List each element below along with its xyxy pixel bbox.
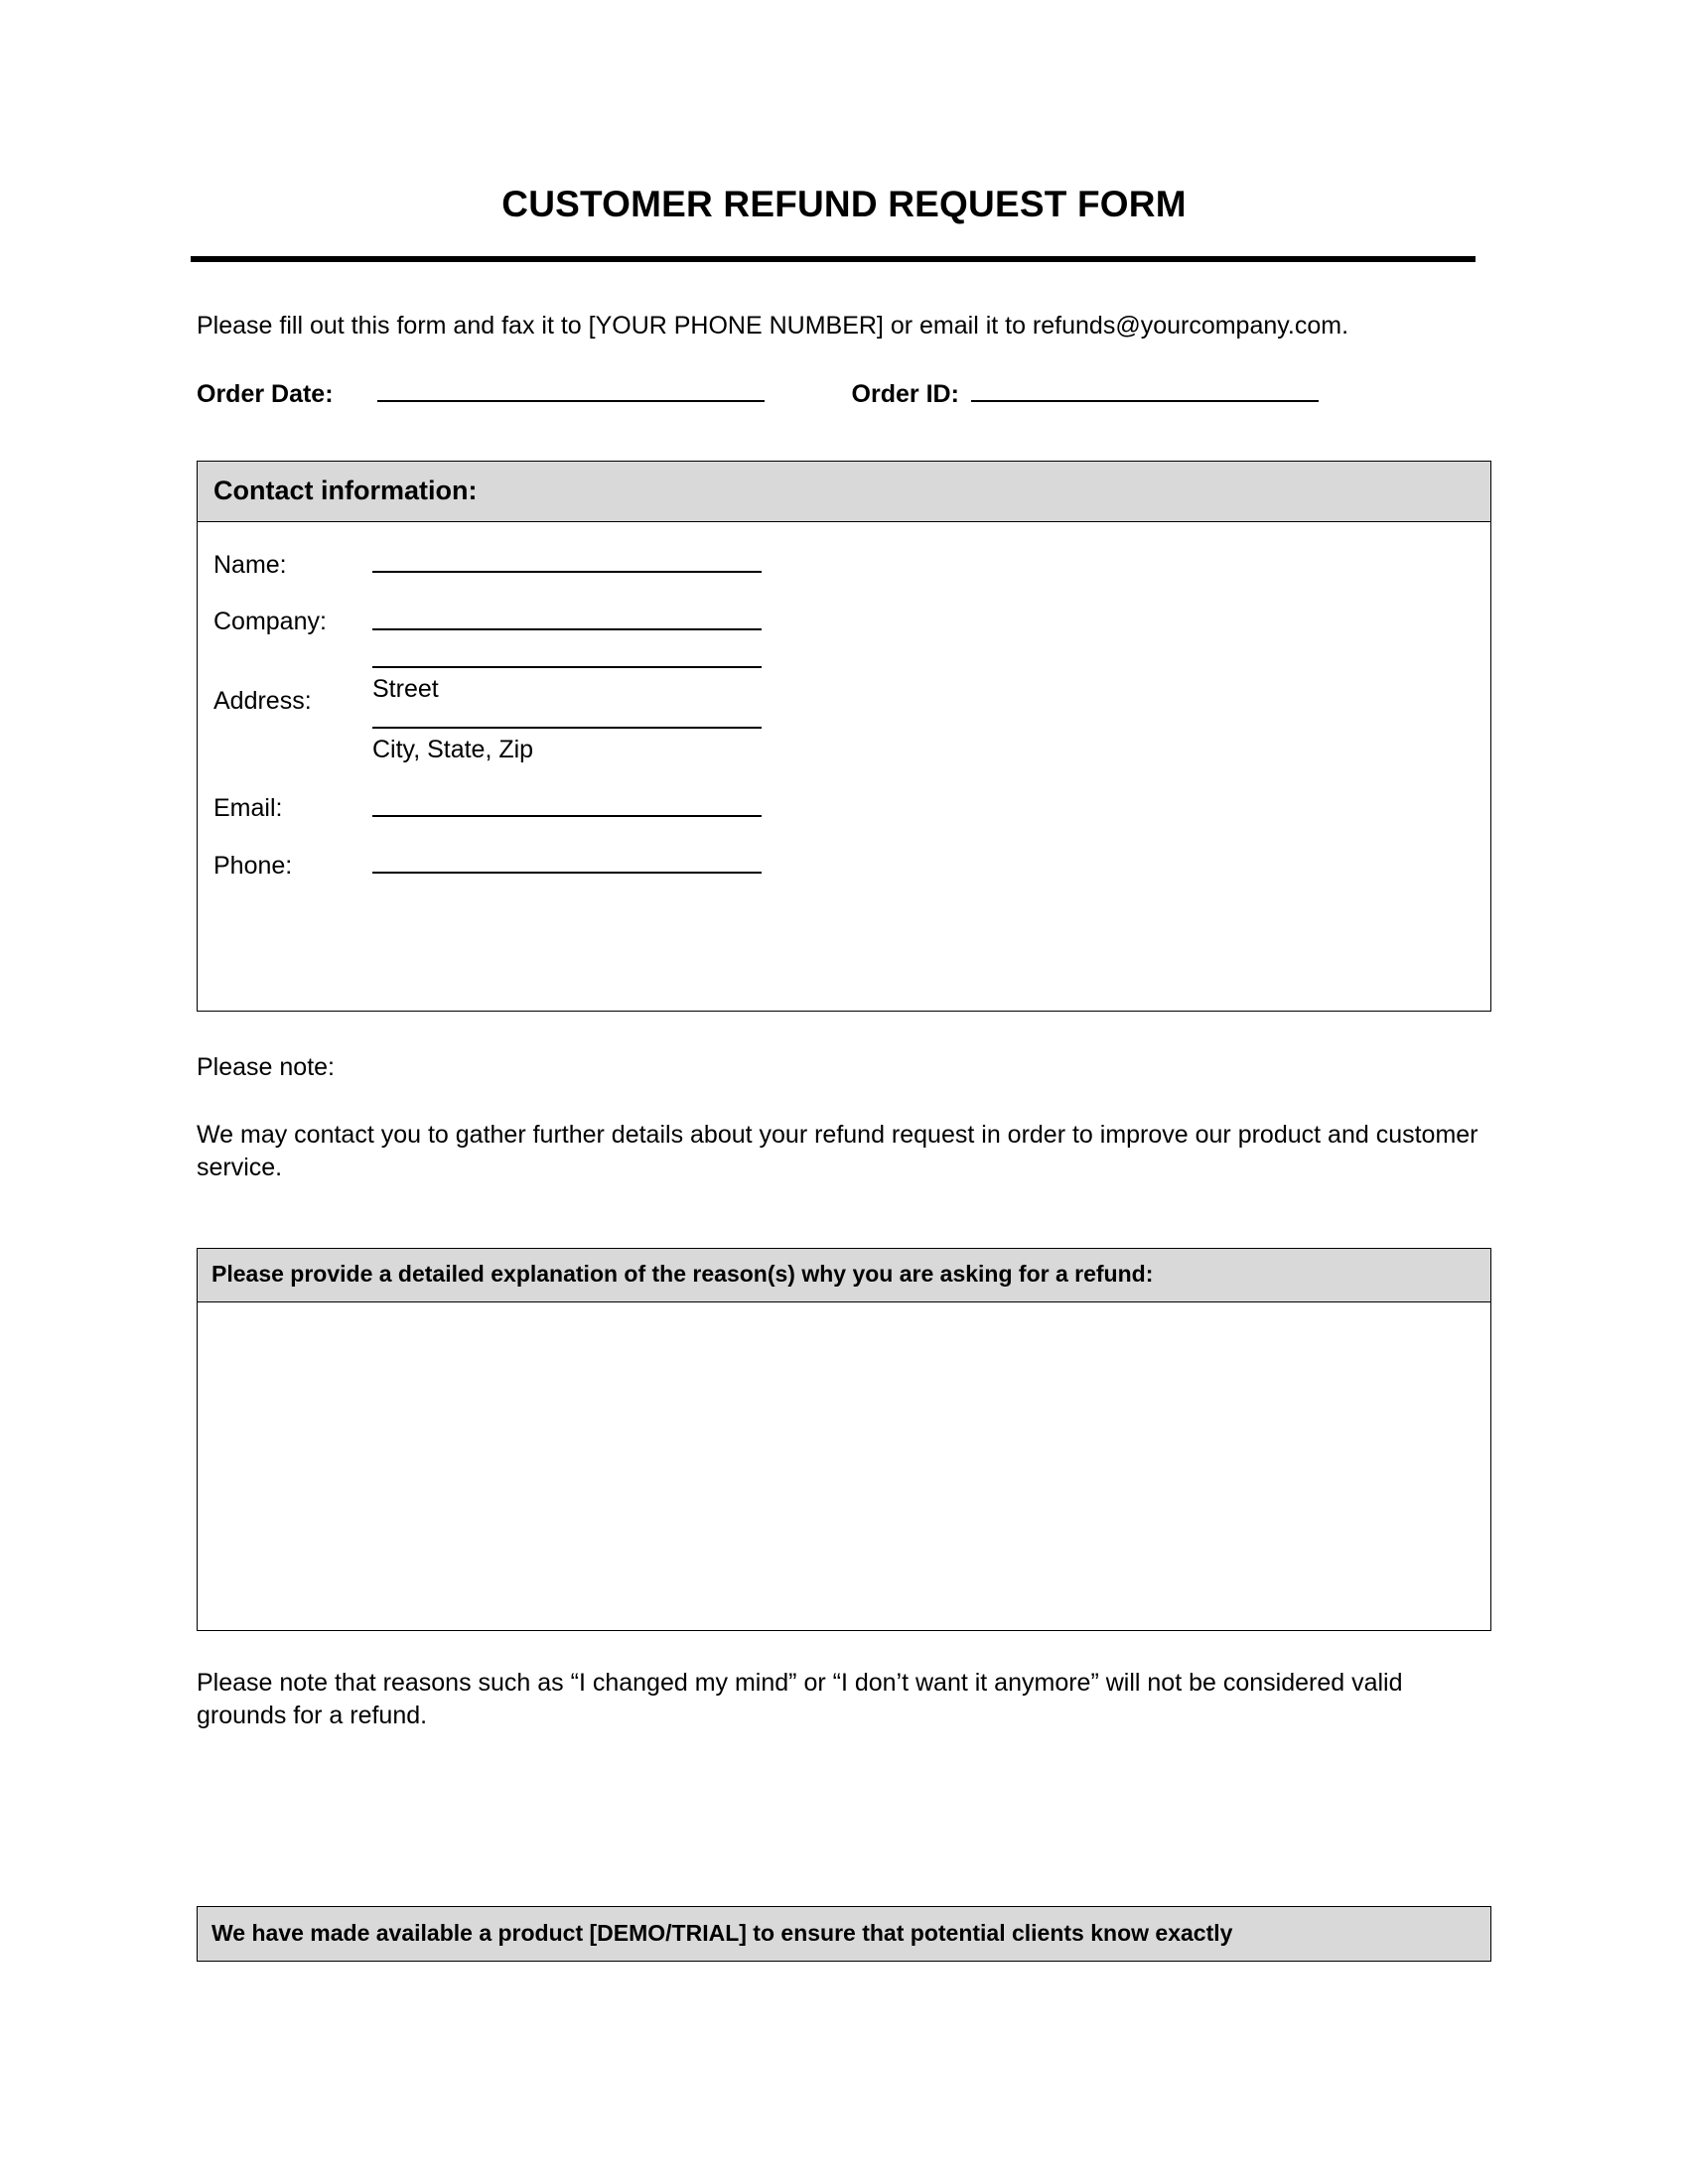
email-label: Email: [213, 794, 283, 823]
phone-label: Phone: [213, 851, 293, 880]
address-street-group [372, 666, 762, 705]
field-row-company [213, 609, 1475, 636]
contact-information-heading: Contact information: [198, 462, 1490, 521]
title-divider [191, 256, 1476, 262]
order-date-input[interactable] [377, 400, 765, 402]
explanation-section [197, 1248, 1491, 1631]
address-label: Address: [213, 686, 312, 715]
closing-note: Please note that reasons such as “I changed my mind” or “I don’t want it anymore” will not be considered valid grounds for a refund. [197, 1668, 1403, 1729]
contact-section-spacer [213, 909, 1475, 971]
company-label: Company: [213, 608, 327, 636]
contact-information-section [197, 461, 1491, 1012]
bottom-banner: We have made available a product [DEMO/TRIAL] to ensure that potential clients know exactly [197, 1906, 1491, 1963]
company-input[interactable] [372, 628, 762, 630]
contact-information-body [198, 522, 1490, 1012]
order-id-input[interactable] [971, 400, 1319, 402]
address-lines [372, 666, 762, 766]
address-city-group [372, 727, 762, 765]
address-street-sublabel: Street [372, 674, 439, 703]
address-city-sublabel: City, State, Zip [372, 735, 534, 763]
please-note-body: We may contact you to gather further details about your refund request in order to improve our product and customer service. [197, 1120, 1478, 1181]
intro-paragraph: Please fill out this form and fax it to [YOUR PHONE NUMBER] or email it to refunds@yourcompany.com. [197, 311, 1349, 340]
name-label: Name: [213, 550, 287, 579]
field-row-phone [213, 853, 1475, 881]
order-date-label: Order Date: [197, 380, 334, 409]
order-id-label: Order ID: [851, 380, 959, 409]
name-input[interactable] [372, 571, 762, 573]
email-input[interactable] [372, 815, 762, 817]
page-title: CUSTOMER REFUND REQUEST FORM [501, 184, 1187, 224]
field-row-email [213, 795, 1475, 823]
field-row-address [213, 666, 1475, 766]
explanation-textarea[interactable] [198, 1302, 1490, 1630]
field-row-name [213, 552, 1475, 580]
phone-input[interactable] [372, 872, 762, 874]
explanation-heading: Please provide a detailed explanation of the reason(s) why you are asking for a refund: [198, 1249, 1490, 1302]
please-note-lead: Please note: [197, 1053, 335, 1082]
content-column [197, 0, 1491, 1962]
order-row [197, 380, 1491, 409]
